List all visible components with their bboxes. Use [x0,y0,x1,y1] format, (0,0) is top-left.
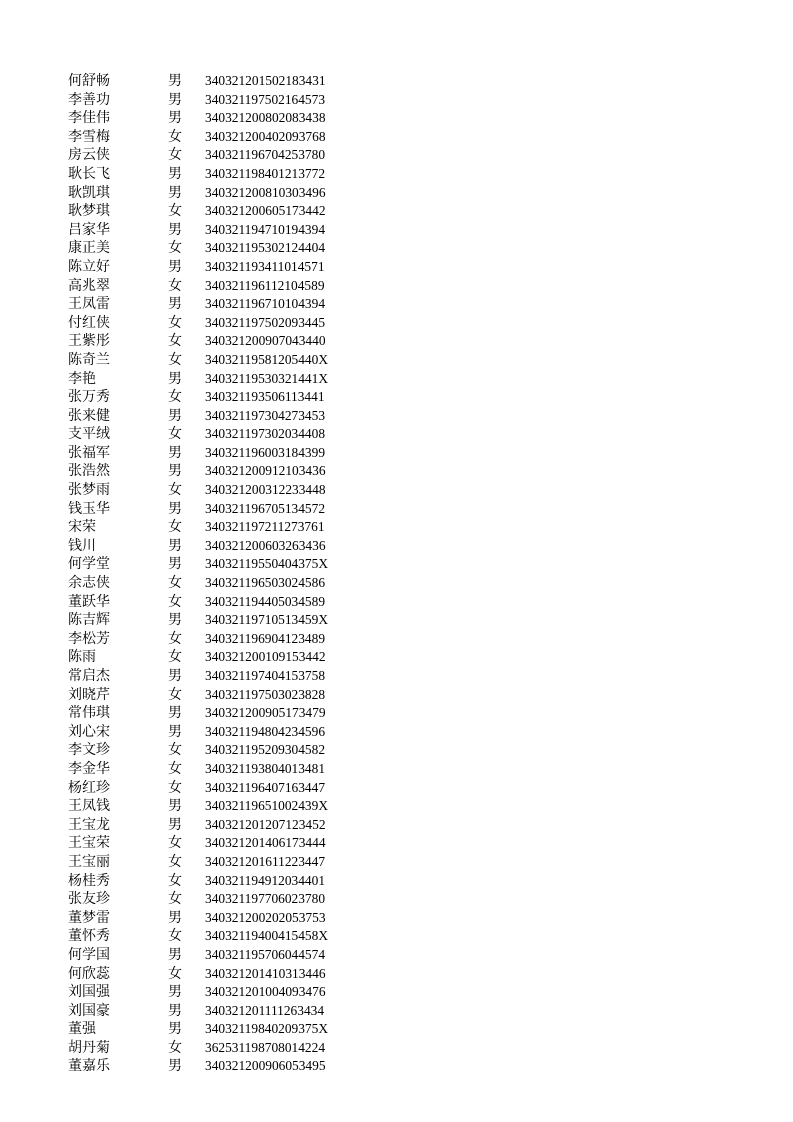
person-id-number: 340321200312233448 [205,482,326,498]
person-id-number: 340321200905173479 [205,705,326,721]
person-sex: 女 [168,872,182,889]
person-name: 杨红珍 [68,779,110,796]
person-name: 余志侠 [68,575,110,592]
person-sex: 男 [168,296,182,313]
person-name: 康正美 [68,240,110,257]
table-row [0,314,793,333]
person-id-number: 340321193411014571 [205,258,325,274]
table-row [0,518,793,537]
person-sex: 男 [168,165,182,182]
person-name: 陈奇兰 [68,351,110,368]
person-sex: 女 [168,203,182,220]
person-name: 张梦雨 [68,482,110,499]
person-name: 房云侠 [68,147,110,164]
person-name: 李松芳 [68,630,110,647]
person-sex: 女 [168,1039,182,1056]
person-id-number: 340321195302124404 [205,240,326,256]
person-sex: 男 [168,221,182,238]
person-sex: 女 [168,333,182,350]
person-sex: 男 [168,258,182,275]
person-sex: 女 [168,891,182,908]
person-sex: 女 [168,835,182,852]
person-name: 何学国 [68,946,110,963]
table-row [0,667,793,686]
person-name: 何欣蕊 [68,965,110,982]
person-id-number: 34032119581205440X [205,351,328,367]
person-sex: 男 [168,73,182,89]
person-id-number: 340321197211273761 [205,519,325,535]
person-name: 耿凯琪 [68,184,110,201]
table-row [0,909,793,928]
table-row [0,872,793,891]
person-id-number: 340321197502164573 [205,91,326,107]
person-sex: 女 [168,314,182,331]
table-row [0,202,793,221]
person-name: 李佳伟 [68,110,110,127]
person-name: 张来健 [68,407,110,424]
table-row [0,723,793,742]
table-row [0,648,793,667]
table-row [0,351,793,370]
table-row [0,983,793,1002]
roster-list [0,72,793,1076]
person-name: 张万秀 [68,389,110,406]
person-sex: 男 [168,370,182,387]
person-name: 宋荣 [68,519,96,536]
person-sex: 女 [168,147,182,164]
table-row [0,593,793,612]
table-row [0,91,793,110]
person-name: 常启杰 [68,668,110,684]
table-row [0,109,793,128]
person-sex: 女 [168,389,182,406]
person-name: 李金华 [68,760,110,777]
person-id-number: 340321200906053495 [205,1058,326,1074]
person-name: 张福军 [68,444,110,461]
person-id-number: 34032119710513459X [205,612,328,628]
person-name: 李文珍 [68,742,110,759]
person-id-number: 340321200810303496 [205,184,326,200]
table-row [0,407,793,426]
person-id-number: 34032119400415458X [205,928,328,944]
person-sex: 男 [168,668,182,684]
person-name: 王宝龙 [68,816,110,833]
person-sex: 男 [168,723,182,740]
person-name: 钱川 [68,537,96,554]
person-id-number: 340321200912103436 [205,463,326,479]
person-name: 张浩然 [68,463,110,480]
table-row [0,444,793,463]
table-row [0,630,793,649]
person-name: 李善功 [68,91,110,108]
person-sex: 男 [168,705,182,722]
person-sex: 女 [168,128,182,145]
table-row [0,425,793,444]
person-sex: 女 [168,779,182,796]
table-row [0,946,793,965]
table-row [0,704,793,723]
person-sex: 男 [168,463,182,480]
person-name: 高兆翠 [68,277,110,294]
person-name: 王凤雷 [68,296,110,313]
table-row [0,555,793,574]
person-id-number: 340321200402093768 [205,128,326,144]
person-sex: 女 [168,649,182,666]
person-name: 陈雨 [68,649,96,666]
person-id-number: 340321194405034589 [205,593,326,609]
person-name: 董跃华 [68,593,110,610]
person-id-number: 340321200603263436 [205,537,326,553]
table-row [0,239,793,258]
person-name: 钱玉华 [68,500,110,517]
person-name: 支平绒 [68,426,110,443]
person-sex: 男 [168,1021,182,1038]
person-name: 杨桂秀 [68,872,110,889]
person-sex: 男 [168,1002,182,1019]
person-sex: 男 [168,556,182,573]
table-row [0,258,793,277]
person-id-number: 340321195706044574 [205,946,326,962]
person-name: 刘国豪 [68,1002,110,1019]
person-sex: 男 [168,612,182,629]
person-sex: 女 [168,853,182,870]
person-id-number: 34032119840209375X [205,1021,328,1037]
table-row [0,537,793,556]
person-id-number: 340321200202053753 [205,909,326,925]
table-row [0,370,793,389]
person-sex: 男 [168,909,182,926]
table-row [0,741,793,760]
person-sex: 女 [168,630,182,647]
person-id-number: 340321195209304582 [205,742,326,758]
table-row [0,834,793,853]
table-row [0,165,793,184]
person-id-number: 340321201004093476 [205,984,326,1000]
person-name: 董嘉乐 [68,1058,110,1075]
table-row [0,965,793,984]
person-name: 王宝丽 [68,853,110,870]
person-id-number: 340321194804234596 [205,723,326,739]
table-row [0,760,793,779]
table-row [0,277,793,296]
person-id-number: 340321194710194394 [205,221,326,237]
table-row [0,927,793,946]
person-sex: 男 [168,537,182,554]
person-id-number: 340321197404153758 [205,668,326,683]
table-row [0,1002,793,1021]
person-name: 张友珍 [68,891,110,908]
person-sex: 女 [168,519,182,536]
person-sex: 男 [168,946,182,963]
person-id-number: 340321196003184399 [205,444,326,460]
person-sex: 女 [168,965,182,982]
person-id-number: 340321196112104589 [205,277,325,293]
table-row [0,779,793,798]
person-name: 耿长飞 [68,165,110,182]
person-id-number: 340321196704253780 [205,147,326,163]
table-row [0,295,793,314]
person-id-number: 340321200907043440 [205,333,326,349]
table-row [0,1020,793,1039]
table-row [0,462,793,481]
person-id-number: 340321193804013481 [205,760,326,776]
person-sex: 女 [168,760,182,777]
person-id-number: 34032119651002439X [205,798,328,814]
table-row [0,146,793,165]
person-name: 陈吉辉 [68,612,110,629]
person-sex: 女 [168,928,182,945]
person-name: 王凤钱 [68,798,110,815]
person-sex: 男 [168,816,182,833]
person-name: 何学堂 [68,556,110,573]
table-row [0,500,793,519]
person-name: 何舒畅 [68,73,110,89]
table-row [0,72,793,91]
person-id-number: 340321198401213772 [205,165,326,181]
person-name: 董怀秀 [68,928,110,945]
person-sex: 男 [168,500,182,517]
person-sex: 男 [168,1058,182,1075]
person-name: 耿梦琪 [68,203,110,220]
person-id-number: 340321200109153442 [205,649,326,665]
table-row [0,1039,793,1058]
table-row [0,816,793,835]
person-id-number: 34032119530321441X [205,370,328,386]
person-id-number: 340321201406173444 [205,835,326,851]
person-id-number: 340321201611223447 [205,853,326,869]
person-name: 胡丹菊 [68,1039,110,1056]
person-name: 付红侠 [68,314,110,331]
table-row [0,797,793,816]
table-row [0,686,793,705]
person-name: 陈立好 [68,258,110,275]
person-name: 李雪梅 [68,128,110,145]
person-id-number: 340321197503023828 [205,686,326,702]
person-id-number: 340321193506113441 [205,389,325,405]
table-row [0,611,793,630]
person-name: 常伟琪 [68,705,110,722]
person-id-number: 340321197502093445 [205,314,326,330]
person-sex: 女 [168,575,182,592]
person-sex: 男 [168,798,182,815]
table-row [0,332,793,351]
person-id-number: 340321196904123489 [205,630,326,646]
person-id-number: 340321196710104394 [205,296,326,312]
person-sex: 女 [168,277,182,294]
person-sex: 女 [168,686,182,703]
person-id-number: 340321201207123452 [205,816,326,832]
person-name: 刘国强 [68,984,110,1001]
person-sex: 男 [168,984,182,1001]
person-name: 王紫彤 [68,333,110,350]
person-id-number: 340321194912034401 [205,872,326,888]
person-id-number: 340321197304273453 [205,407,326,423]
person-id-number: 340321201111263434 [205,1002,325,1018]
person-name: 董梦雷 [68,909,110,926]
table-row [0,221,793,240]
person-sex: 女 [168,240,182,257]
person-id-number: 340321201410313446 [205,965,326,981]
person-sex: 男 [168,444,182,461]
person-sex: 女 [168,593,182,610]
person-id-number: 34032119550404375X [205,556,328,572]
person-sex: 男 [168,184,182,201]
person-name: 王宝荣 [68,835,110,852]
person-id-number: 340321200605173442 [205,203,326,219]
table-row [0,890,793,909]
person-sex: 女 [168,351,182,368]
person-sex: 男 [168,110,182,127]
table-row [0,184,793,203]
person-id-number: 340321196407163447 [205,779,326,795]
person-id-number: 340321197302034408 [205,426,326,442]
person-sex: 女 [168,742,182,759]
person-id-number: 340321196705134572 [205,500,326,516]
person-sex: 女 [168,426,182,443]
table-row [0,481,793,500]
table-row [0,388,793,407]
person-id-number: 362531198708014224 [205,1039,326,1055]
person-id-number: 340321197706023780 [205,891,326,907]
person-name: 刘晓芹 [68,686,110,703]
person-id-number: 340321200802083438 [205,110,326,126]
table-row [0,574,793,593]
person-id-number: 340321196503024586 [205,575,326,591]
person-name: 吕家华 [68,221,110,238]
person-sex: 女 [168,482,182,499]
table-row [0,853,793,872]
person-name: 董强 [68,1021,96,1038]
person-id-number: 340321201502183431 [205,73,326,88]
person-sex: 男 [168,407,182,424]
table-row [0,1057,793,1076]
table-row [0,128,793,147]
person-sex: 男 [168,91,182,108]
person-name: 刘心宋 [68,723,110,740]
person-name: 李艳 [68,370,96,387]
